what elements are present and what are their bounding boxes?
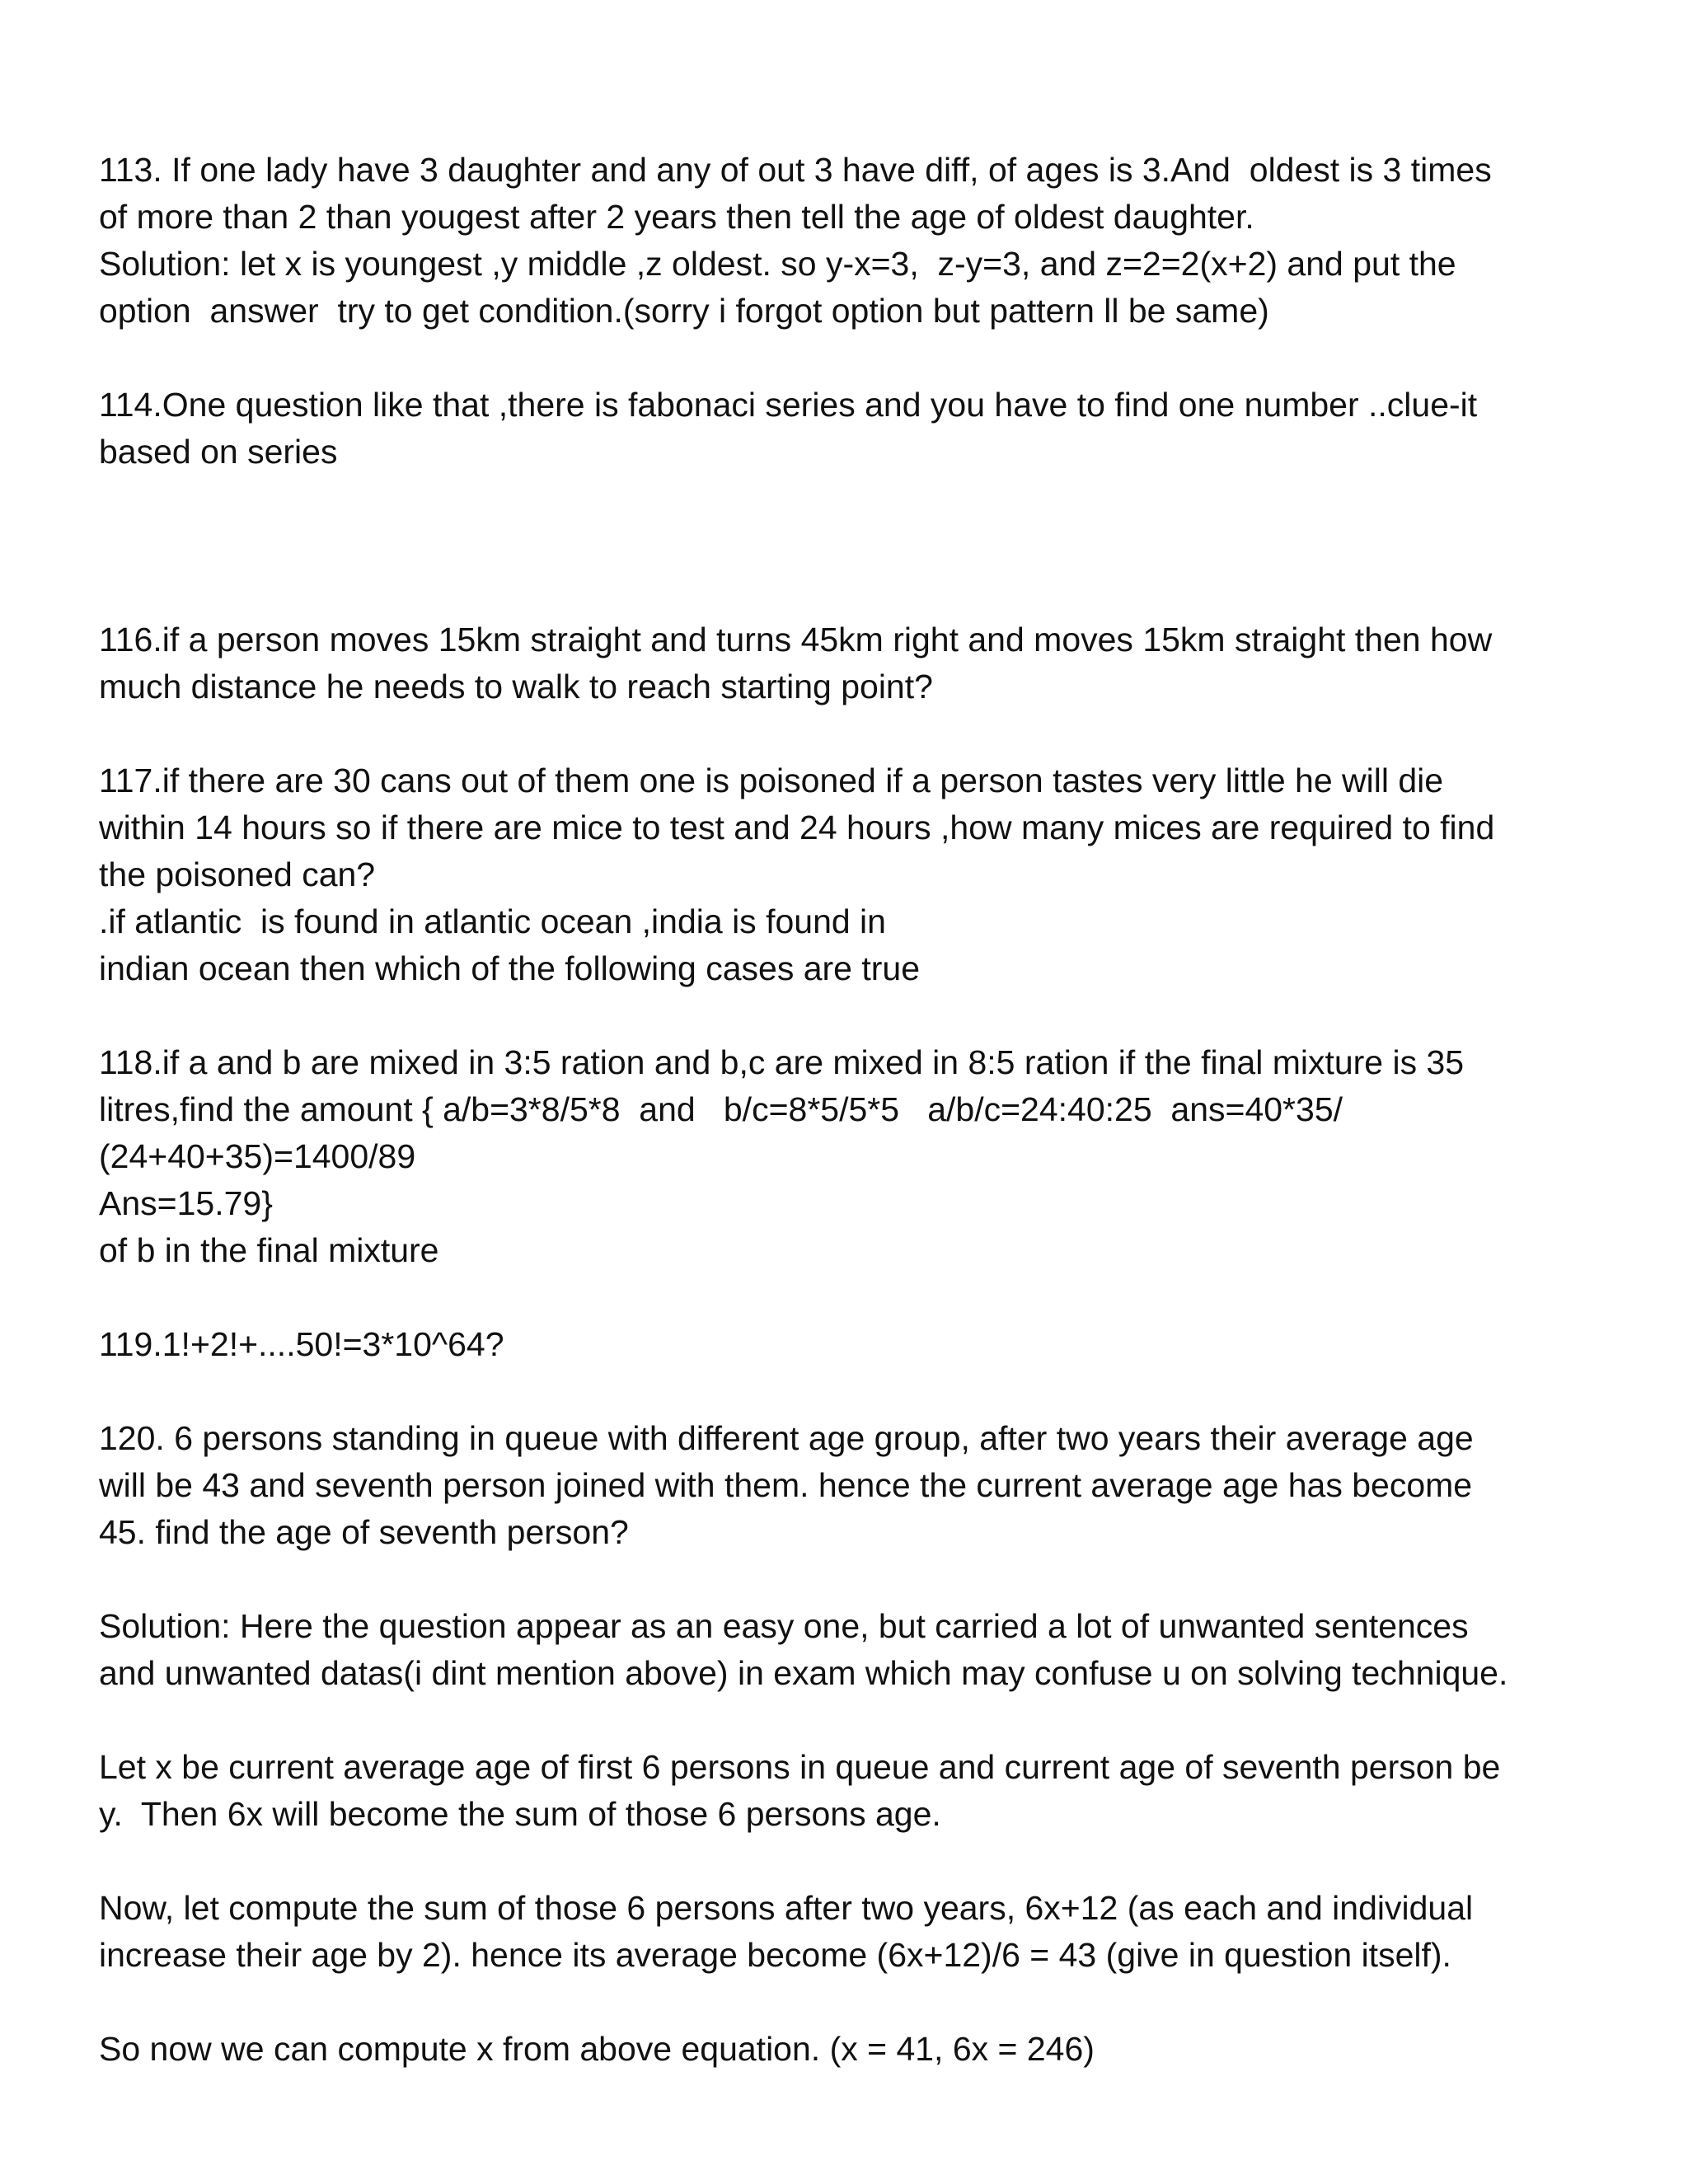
text-line: will be 43 and seventh person joined with them. hence the current average age has become xyxy=(99,1466,1473,1504)
text-line: Let x be current average age of first 6 persons in queue and current age of seventh person be xyxy=(99,1748,1501,1786)
paragraph-gap xyxy=(99,476,1615,569)
text-line: and unwanted datas(i dint mention above) in exam which may confuse u on solving technique. xyxy=(99,1654,1508,1692)
text-line: 45. find the age of seventh person? xyxy=(99,1513,629,1551)
paragraph-gap xyxy=(99,335,1615,382)
question-117 xyxy=(99,757,1615,992)
text-line: the poisoned can? xyxy=(99,855,376,893)
text-line: 119.1!+2!+....50!=3*10^64? xyxy=(99,1325,504,1363)
text-line: much distance he needs to walk to reach starting point? xyxy=(99,668,933,705)
text-line: Solution: let x is youngest ,y middle ,z oldest. so y-x=3, z-y=3, and z=2=2(x+2) and put the xyxy=(99,245,1456,283)
text-line: litres,find the amount { a/b=3*8/5*8 and b/c=8*5/5*5 a/b/c=24:40:25 ans=40*35/ xyxy=(99,1090,1343,1128)
text-line: within 14 hours so if there are mice to test and 24 hours ,how many mices are required to find xyxy=(99,808,1495,846)
paragraph-gap xyxy=(99,1368,1615,1415)
paragraph-gap xyxy=(99,1697,1615,1744)
solution-intro-paragraph xyxy=(99,1603,1615,1697)
text-line: Ans=15.79} xyxy=(99,1184,273,1222)
let-x-paragraph xyxy=(99,1744,1615,1838)
text-line: Solution: Here the question appear as an easy one, but carried a lot of unwanted sentences xyxy=(99,1607,1469,1645)
question-119 xyxy=(99,1321,1615,1368)
text-line: 117.if there are 30 cans out of them one is poisoned if a person tastes very little he will die xyxy=(99,762,1444,799)
document-page xyxy=(99,147,1615,2073)
text-line: based on series xyxy=(99,433,338,471)
text-line: 116.if a person moves 15km straight and turns 45km right and moves 15km straight then how xyxy=(99,621,1493,658)
text-line: 113. If one lady have 3 daughter and any of out 3 have diff, of ages is 3.And oldest is 3 times xyxy=(99,151,1492,189)
paragraph-gap xyxy=(99,1556,1615,1603)
text-line: y. Then 6x will become the sum of those 6 persons age. xyxy=(99,1795,941,1833)
text-line: 120. 6 persons standing in queue with different age group, after two years their average age xyxy=(99,1419,1474,1457)
text-line: 118.if a and b are mixed in 3:5 ration and b,c are mixed in 8:5 ration if the final mixture is 35 xyxy=(99,1043,1465,1081)
now-compute-paragraph xyxy=(99,1885,1615,1979)
paragraph-gap xyxy=(99,1274,1615,1321)
question-120 xyxy=(99,1415,1615,1556)
text-line: indian ocean then which of the following cases are true xyxy=(99,949,921,987)
text-line: .if atlantic is found in atlantic ocean ,india is found in xyxy=(99,902,886,940)
so-now-paragraph xyxy=(99,2026,1615,2073)
question-116 xyxy=(99,616,1615,710)
text-line: 114.One question like that ,there is fabonaci series and you have to find one number ..clue-it xyxy=(99,386,1478,424)
text-line: of more than 2 than yougest after 2 years then tell the age of oldest daughter. xyxy=(99,198,1254,236)
paragraph-gap xyxy=(99,1979,1615,2026)
question-113 xyxy=(99,147,1615,335)
paragraph-gap xyxy=(99,1838,1615,1885)
paragraph-gap xyxy=(99,710,1615,757)
text-line: (24+40+35)=1400/89 xyxy=(99,1137,416,1175)
paragraph-gap xyxy=(99,992,1615,1039)
question-118 xyxy=(99,1039,1615,1274)
text-line: Now, let compute the sum of those 6 persons after two years, 6x+12 (as each and individual xyxy=(99,1889,1474,1927)
question-114 xyxy=(99,382,1615,476)
text-line: increase their age by 2). hence its average become (6x+12)/6 = 43 (give in question itself). xyxy=(99,1936,1451,1974)
text-line: option answer try to get condition.(sorry i forgot option but pattern ll be same) xyxy=(99,292,1269,330)
text-line: So now we can compute x from above equation. (x = 41, 6x = 246) xyxy=(99,2030,1095,2068)
text-line: of b in the final mixture xyxy=(99,1231,439,1269)
paragraph-gap xyxy=(99,569,1615,616)
